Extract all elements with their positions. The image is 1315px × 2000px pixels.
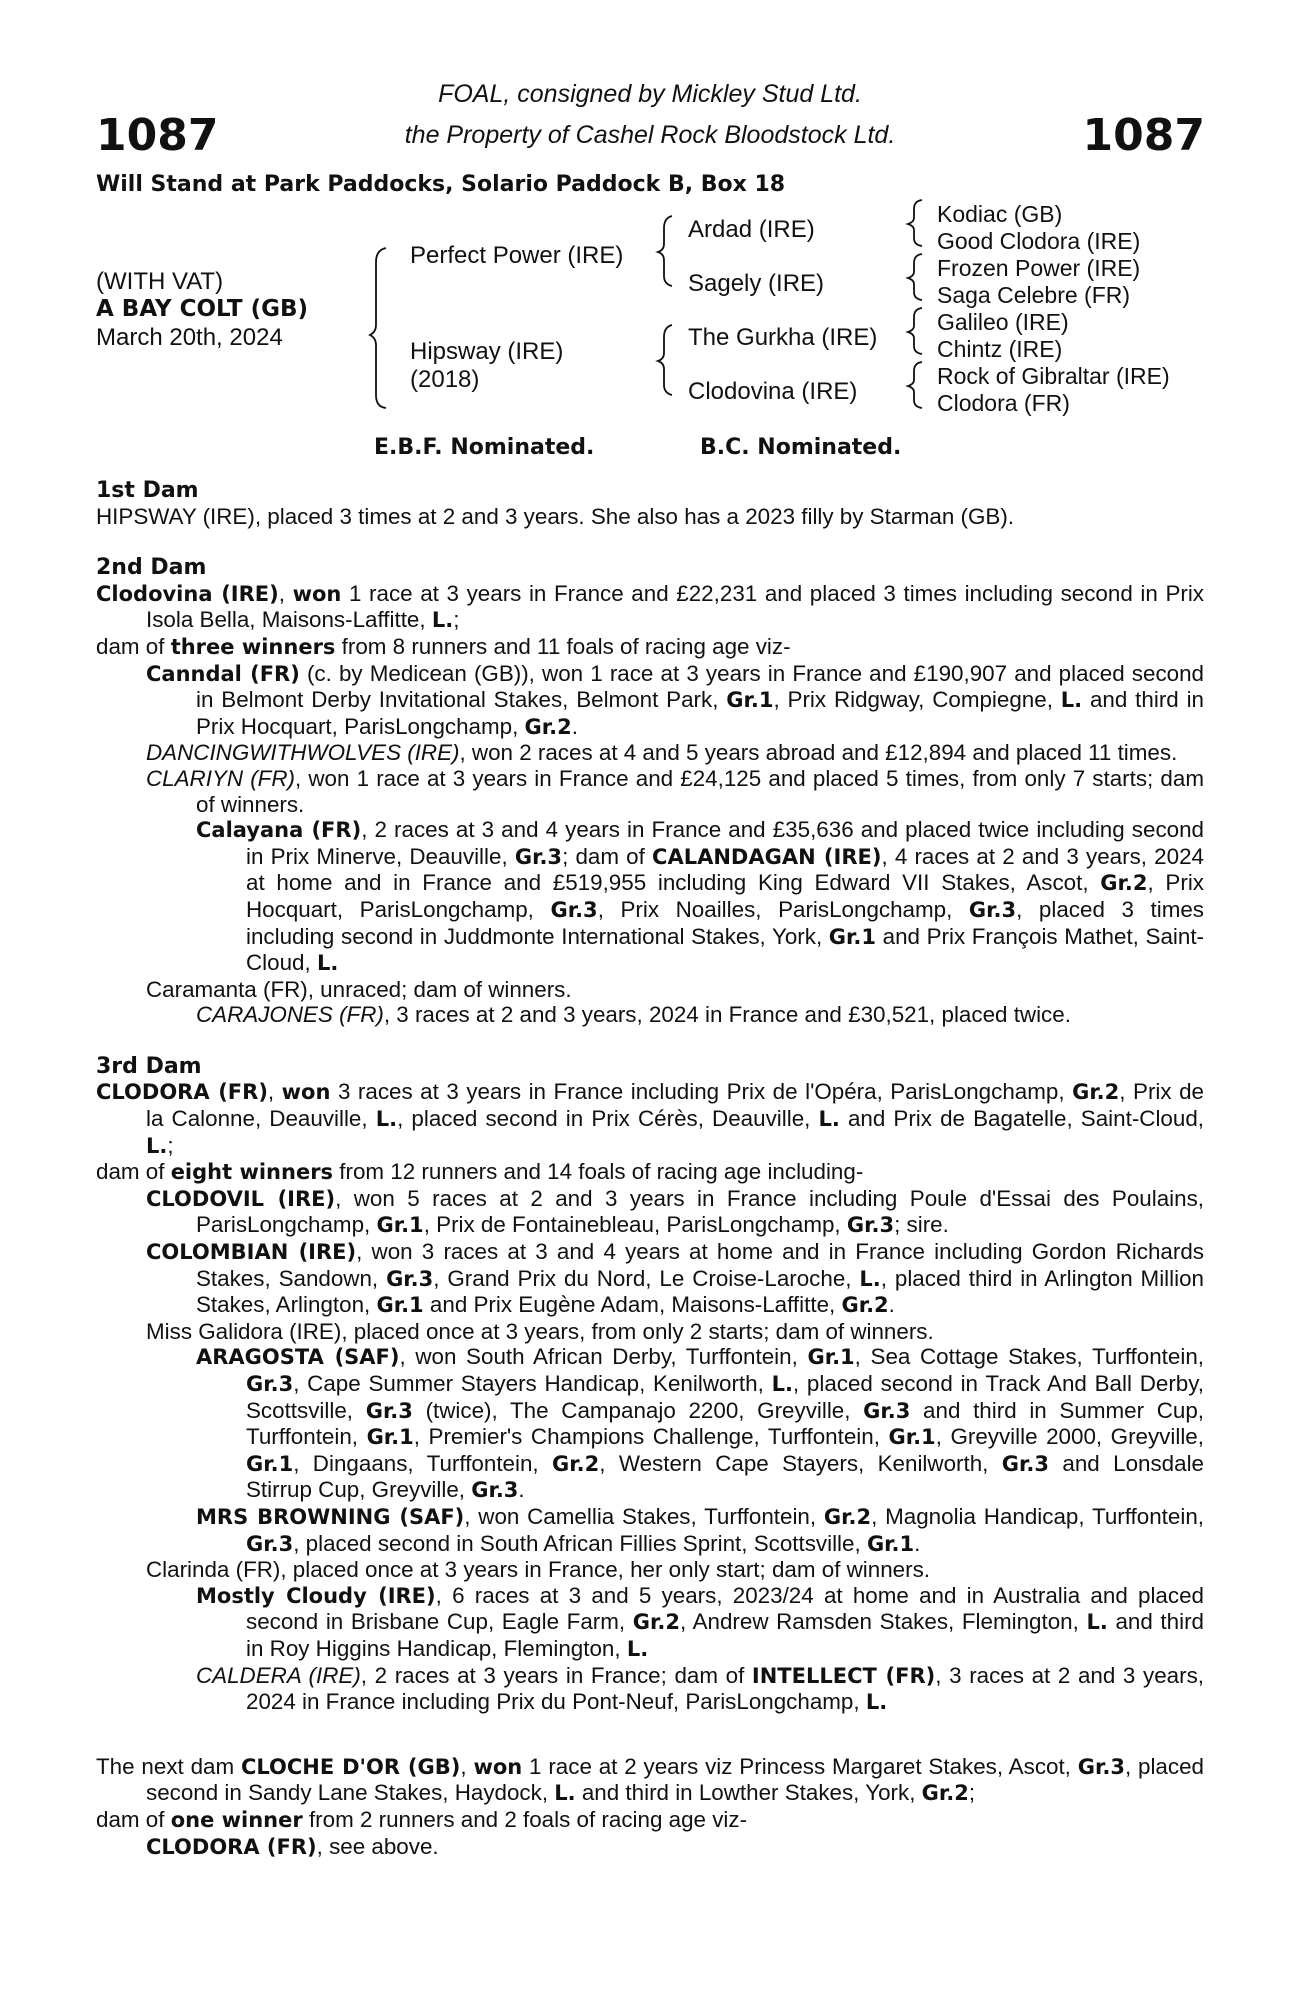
first-dam-heading: 1st Dam (96, 478, 199, 503)
pedigree-g3-1: Kodiac (GB) (937, 201, 1063, 227)
pedigree-dam: Hipsway (IRE) (410, 338, 564, 365)
grandproduce-mrs-browning: MRS BROWNING (SAF), won Camellia Stakes, Turffontein, Gr.2, Magnolia Handicap, Turffontein, Gr.3, placed second in South African Fillies Sprint, Scottsville, Gr.1. (196, 1503, 1204, 1556)
produce-clarinda: Clarinda (FR), placed once at 3 years in France, her only start; dam of winners. (146, 1557, 931, 1583)
pedigree-dam-sire: The Gurkha (IRE) (688, 324, 878, 351)
pedigree-g3-6: Chintz (IRE) (937, 336, 1063, 362)
pedigree-g3-8: Clodora (FR) (937, 390, 1070, 416)
produce-clodora: CLODORA (FR), see above. (146, 1833, 439, 1859)
produce-clariyn: CLARIYN (FR), won 1 race at 3 years in France and £24,125 and placed 5 times, from only 7 starts; dam of winners. (146, 765, 1204, 817)
first-dam-text: HIPSWAY (IRE), placed 3 times at 2 and 3 years. She also has a 2023 filly by Starman (GB). (96, 503, 1015, 529)
produce-miss-galidora: Miss Galidora (IRE), placed once at 3 years, from only 2 starts; dam of winners. (146, 1318, 934, 1344)
lot-number-right: 1087 (1082, 110, 1205, 161)
next-dam-entry: The next dam CLOCHE D'OR (GB), won 1 race at 2 years viz Princess Margaret Stakes, Ascot, Gr.3, placed second in Sandy Lane Stakes, Haydock, L. and third in Lowther Stakes, York, Gr.2; (96, 1753, 1204, 1806)
horse-name: A BAY COLT (GB) (96, 296, 309, 322)
next-dam-produce-summary: dam of one winner from 2 runners and 2 foals of racing age viz- (96, 1806, 748, 1832)
grandproduce-carajones: CARAJONES (FR), 3 races at 2 and 3 years, 2024 in France and £30,521, placed twice. (196, 1002, 1071, 1028)
catalogue-body (96, 478, 1204, 1860)
grandproduce-aragosta: ARAGOSTA (SAF), won South African Derby, Turffontein, Gr.1, Sea Cottage Stakes, Turffontein, Gr.3, Cape Summer Stayers Handicap, Kenilworth, L., placed second in Track And Ball Derby, Scottsville, Gr.3 (twice), The Campanajo 2200, Greyville, Gr.3 and third in Summer Cup, Turffontein, Gr.1, Premier's Champions Challenge, Turffontein, Gr.1, Greyville 2000, Greyville, Gr.1, Dingaans, Turffontein, Gr.2, Western Cape Stayers, Kenilworth, Gr.3 and Lonsdale Stirrup Cup, Greyville, Gr.3. (196, 1344, 1205, 1503)
produce-colombian: COLOMBIAN (IRE), won 3 races at 3 and 4 years at home and in France including Gordon Richards Stakes, Sandown, Gr.3, Grand Prix du Nord, Le Croise-Laroche, L., placed third in Arlington Million Stakes, Arlington, Gr.1 and Prix Eugène Adam, Maisons-Laffitte, Gr.2. (146, 1239, 1204, 1318)
pedigree-dam-year: (2018) (410, 366, 480, 393)
bc-nominated: B.C. Nominated. (700, 435, 902, 460)
vat-note: (WITH VAT) (96, 268, 224, 295)
second-dam-produce-summary: dam of three winners from 8 runners and 11 foals of racing age viz- (96, 633, 791, 659)
produce-canndal: Canndal (FR) (c. by Medicean (GB)), won 1 race at 3 years in France and £190,907 and placed second in Belmont Derby Invitational Stakes, Belmont Park, Gr.1, Prix Ridgway, Compiegne, L. and third in Prix Hocquart, ParisLongchamp, Gr.2. (146, 660, 1204, 739)
pedigree-g3-4: Saga Celebre (FR) (937, 282, 1131, 308)
produce-clodovil: CLODOVIL (IRE), won 5 races at 2 and 3 years in France including Poule d'Essai des Poulains, ParisLongchamp, Gr.1, Prix de Fontainebleau, ParisLongchamp, Gr.3; sire. (146, 1185, 1204, 1238)
pedigree-g3-5: Galileo (IRE) (937, 309, 1069, 335)
pedigree-dam-dam: Clodovina (IRE) (688, 378, 858, 405)
third-dam-entry: CLODORA (FR), won 3 races at 3 years in France including Prix de l'Opéra, ParisLongchamp, Gr.2, Prix de la Calonne, Deauville, L., placed second in Prix Cérès, Deauville, L. and Prix de Bagatelle, Saint-Cloud, L.; (96, 1079, 1205, 1158)
pedigree-sire: Perfect Power (IRE) (410, 242, 624, 269)
third-dam-heading: 3rd Dam (96, 1053, 202, 1079)
pedigree-g3-7: Rock of Gibraltar (IRE) (937, 363, 1170, 389)
grandproduce-calayana: Calayana (FR), 2 races at 3 and 4 years in France and £35,636 and placed twice including second in Prix Minerve, Deauville, Gr.3; dam of CALANDAGAN (IRE), 4 races at 2 and 3 years, 2024 at home and in France and £519,955 including King Edward VII Stakes, Ascot, Gr.2, Prix Hocquart, ParisLongchamp, Gr.3, Prix Noailles, ParisLongchamp, Gr.3, placed 3 times including second in Juddmonte International Stakes, York, Gr.1 and Prix François Mathet, Saint-Cloud, L. (196, 817, 1205, 976)
second-dam-entry: Clodovina (IRE), won 1 race at 3 years in France and £22,231 and placed 3 times including second in Prix Isola Bella, Maisons-Laffitte, L.; (96, 580, 1205, 633)
property-line: the Property of Cashel Rock Bloodstock Ltd. (404, 121, 896, 149)
consigned-line: FOAL, consigned by Mickley Stud Ltd. (438, 80, 862, 108)
foaled-date: March 20th, 2024 (96, 324, 283, 351)
produce-caramanta: Caramanta (FR), unraced; dam of winners. (146, 976, 572, 1002)
second-dam-heading: 2nd Dam (96, 555, 207, 581)
pedigree-sire-dam: Sagely (IRE) (688, 270, 825, 297)
pedigree-g3-2: Good Clodora (IRE) (937, 228, 1141, 254)
third-dam-produce-summary: dam of eight winners from 12 runners and 14 foals of racing age including- (96, 1159, 864, 1185)
grandproduce-caldera: CALDERA (IRE), 2 races at 3 years in France; dam of INTELLECT (FR), 3 races at 2 and 3 years, 2024 in France including Prix du Pont-Neuf, ParisLongchamp, L. (196, 1662, 1204, 1715)
stand-location: Will Stand at Park Paddocks, Solario Paddock B, Box 18 (96, 172, 786, 197)
pedigree-sire-sire: Ardad (IRE) (688, 216, 815, 243)
grandproduce-mostly-cloudy: Mostly Cloudy (IRE), 6 races at 3 and 5 years, 2023/24 at home and in Australia and placed second in Brisbane Cup, Eagle Farm, Gr.2, Andrew Ramsden Stakes, Flemington, L. and third in Roy Higgins Handicap, Flemington, L. (196, 1582, 1204, 1661)
pedigree-g3-3: Frozen Power (IRE) (937, 255, 1141, 281)
lot-number-left: 1087 (96, 110, 219, 161)
produce-dancingwithwolves: DANCINGWITHWOLVES (IRE), won 2 races at 4 and 5 years abroad and £12,894 and placed 11 times. (146, 740, 1178, 766)
ebf-nominated: E.B.F. Nominated. (374, 435, 595, 460)
